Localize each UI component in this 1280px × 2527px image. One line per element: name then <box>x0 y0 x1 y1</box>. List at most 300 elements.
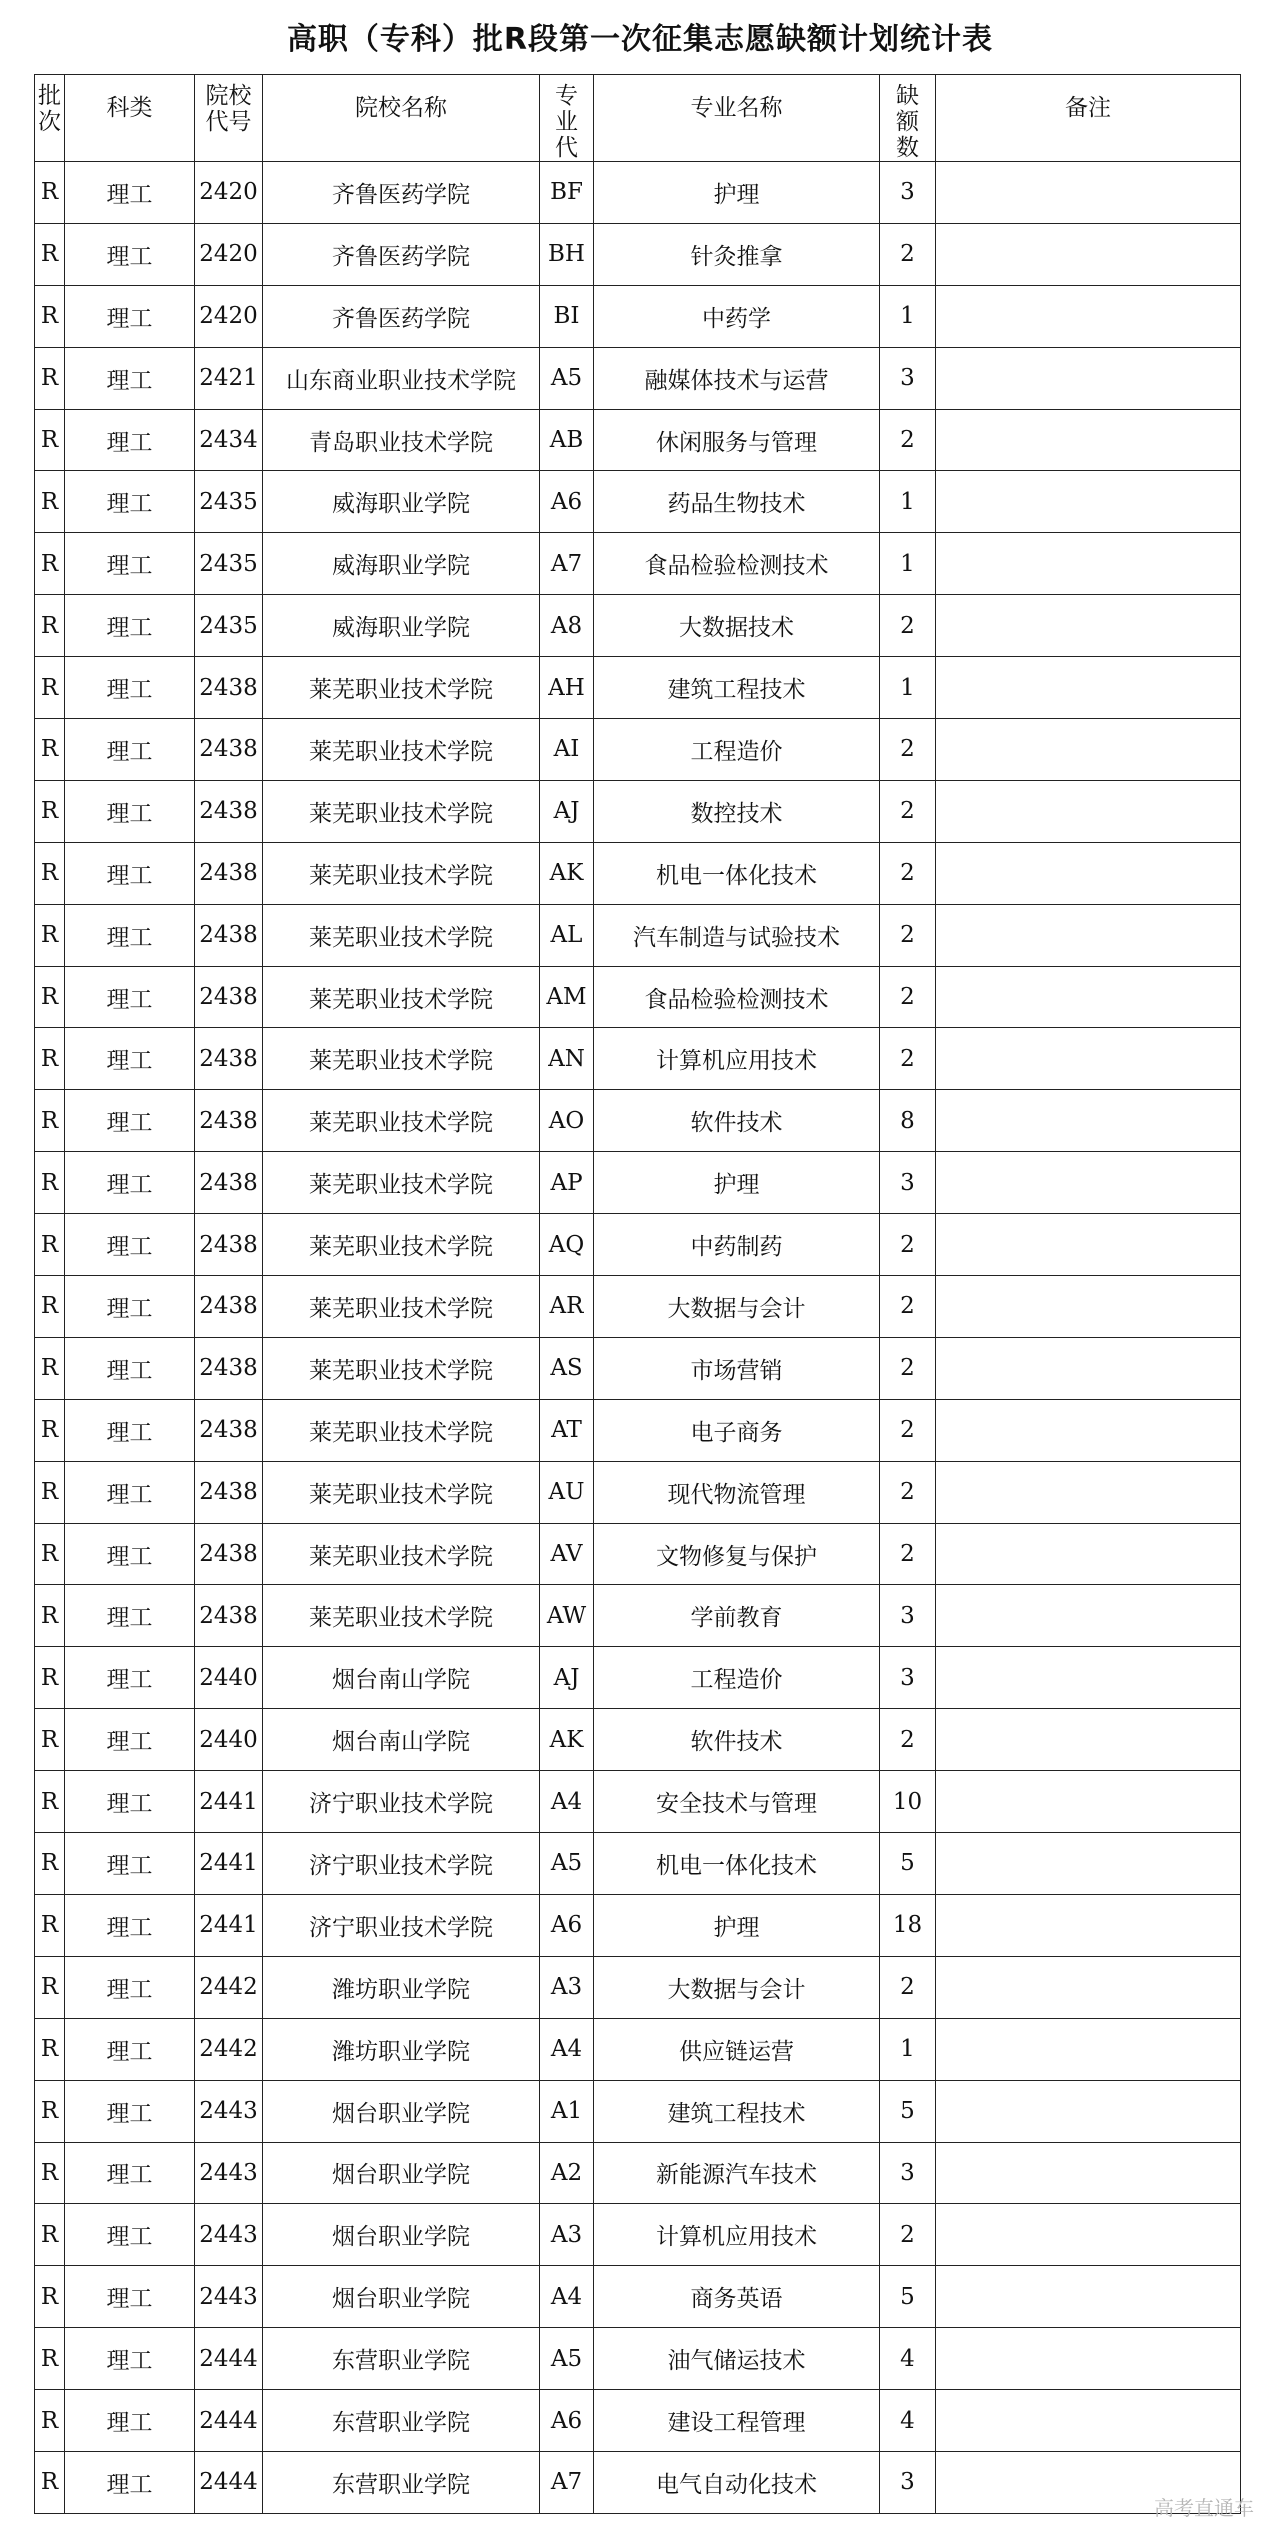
cell-note <box>936 409 1241 471</box>
cell-batch: R <box>35 1214 65 1276</box>
cell-school-code: 2443 <box>195 2080 263 2142</box>
cell-vacancy: 2 <box>880 842 936 904</box>
cell-batch: R <box>35 2080 65 2142</box>
cell-school-name: 济宁职业技术学院 <box>263 1894 540 1956</box>
cell-major-code: A6 <box>540 471 594 533</box>
cell-school-code: 2443 <box>195 2204 263 2266</box>
cell-category: 理工 <box>65 2142 195 2204</box>
cell-school-name: 莱芜职业技术学院 <box>263 1214 540 1276</box>
cell-major-name: 软件技术 <box>594 1090 880 1152</box>
table-row <box>35 1090 1241 1152</box>
cell-major-name: 软件技术 <box>594 1709 880 1771</box>
cell-vacancy: 2 <box>880 1709 936 1771</box>
cell-school-code: 2443 <box>195 2266 263 2328</box>
cell-major-code: AV <box>540 1523 594 1585</box>
cell-note <box>936 1399 1241 1461</box>
cell-note <box>936 966 1241 1028</box>
cell-major-name: 食品检验检测技术 <box>594 966 880 1028</box>
cell-batch: R <box>35 1090 65 1152</box>
cell-note <box>936 1028 1241 1090</box>
cell-school-name: 莱芜职业技术学院 <box>263 966 540 1028</box>
table-row <box>35 285 1241 347</box>
cell-category: 理工 <box>65 2018 195 2080</box>
cell-major-code: A7 <box>540 533 594 595</box>
cell-school-code: 2438 <box>195 904 263 966</box>
cell-major-code: A1 <box>540 2080 594 2142</box>
cell-batch: R <box>35 162 65 224</box>
cell-major-name: 护理 <box>594 1152 880 1214</box>
cell-note <box>936 1585 1241 1647</box>
cell-vacancy: 5 <box>880 2080 936 2142</box>
table-header-row <box>35 75 1241 162</box>
cell-school-name: 东营职业学院 <box>263 2451 540 2513</box>
cell-school-code: 2438 <box>195 1214 263 1276</box>
cell-vacancy: 10 <box>880 1771 936 1833</box>
cell-category: 理工 <box>65 1461 195 1523</box>
cell-note <box>936 2266 1241 2328</box>
cell-category: 理工 <box>65 1709 195 1771</box>
cell-note <box>936 1337 1241 1399</box>
cell-major-name: 文物修复与保护 <box>594 1523 880 1585</box>
cell-major-name: 数控技术 <box>594 780 880 842</box>
table-row <box>35 2451 1241 2513</box>
table-row <box>35 1894 1241 1956</box>
cell-batch: R <box>35 1585 65 1647</box>
cell-school-name: 烟台职业学院 <box>263 2080 540 2142</box>
cell-major-name: 中药制药 <box>594 1214 880 1276</box>
table-row <box>35 1337 1241 1399</box>
cell-vacancy: 4 <box>880 2328 936 2390</box>
cell-school-code: 2438 <box>195 1523 263 1585</box>
table-row <box>35 1585 1241 1647</box>
column-header-school-code: 院校代号 <box>195 75 263 162</box>
cell-vacancy: 2 <box>880 966 936 1028</box>
cell-vacancy: 2 <box>880 1337 936 1399</box>
cell-school-code: 2420 <box>195 285 263 347</box>
cell-major-code: AO <box>540 1090 594 1152</box>
table-row <box>35 2080 1241 2142</box>
column-header-major-code: 专业代 <box>540 75 594 162</box>
table-row <box>35 657 1241 719</box>
cell-note <box>936 595 1241 657</box>
cell-category: 理工 <box>65 1090 195 1152</box>
cell-vacancy: 5 <box>880 1833 936 1895</box>
table-row <box>35 1833 1241 1895</box>
cell-category: 理工 <box>65 1214 195 1276</box>
cell-major-code: BI <box>540 285 594 347</box>
cell-major-name: 大数据技术 <box>594 595 880 657</box>
cell-vacancy: 4 <box>880 2390 936 2452</box>
cell-major-code: AJ <box>540 780 594 842</box>
cell-major-code: A8 <box>540 595 594 657</box>
cell-major-name: 建筑工程技术 <box>594 2080 880 2142</box>
cell-category: 理工 <box>65 2204 195 2266</box>
cell-major-code: A7 <box>540 2451 594 2513</box>
cell-school-code: 2444 <box>195 2328 263 2390</box>
cell-batch: R <box>35 1028 65 1090</box>
cell-school-name: 齐鲁医药学院 <box>263 162 540 224</box>
cell-vacancy: 3 <box>880 347 936 409</box>
cell-category: 理工 <box>65 780 195 842</box>
cell-school-name: 威海职业学院 <box>263 471 540 533</box>
cell-school-name: 莱芜职业技术学院 <box>263 1461 540 1523</box>
table-row <box>35 347 1241 409</box>
cell-category: 理工 <box>65 1399 195 1461</box>
cell-note <box>936 1276 1241 1338</box>
table-row <box>35 1276 1241 1338</box>
cell-school-code: 2438 <box>195 1461 263 1523</box>
cell-vacancy: 3 <box>880 1647 936 1709</box>
cell-vacancy: 1 <box>880 533 936 595</box>
cell-school-code: 2420 <box>195 223 263 285</box>
cell-major-name: 建筑工程技术 <box>594 657 880 719</box>
cell-category: 理工 <box>65 1771 195 1833</box>
cell-vacancy: 3 <box>880 1585 936 1647</box>
cell-school-name: 莱芜职业技术学院 <box>263 1523 540 1585</box>
table-row <box>35 2266 1241 2328</box>
cell-major-code: A5 <box>540 347 594 409</box>
cell-note <box>936 1461 1241 1523</box>
cell-vacancy: 3 <box>880 2142 936 2204</box>
cell-note <box>936 842 1241 904</box>
table-row <box>35 595 1241 657</box>
table-body <box>35 162 1241 2514</box>
cell-note <box>936 223 1241 285</box>
column-header-batch: 批次 <box>35 75 65 162</box>
cell-major-name: 现代物流管理 <box>594 1461 880 1523</box>
cell-major-code: AM <box>540 966 594 1028</box>
cell-school-code: 2444 <box>195 2390 263 2452</box>
cell-vacancy: 1 <box>880 471 936 533</box>
cell-school-code: 2438 <box>195 1028 263 1090</box>
cell-vacancy: 2 <box>880 1523 936 1585</box>
table-row <box>35 780 1241 842</box>
cell-school-name: 莱芜职业技术学院 <box>263 842 540 904</box>
cell-note <box>936 162 1241 224</box>
cell-batch: R <box>35 780 65 842</box>
table-row <box>35 1399 1241 1461</box>
cell-category: 理工 <box>65 533 195 595</box>
table-row <box>35 162 1241 224</box>
cell-note <box>936 2018 1241 2080</box>
cell-school-code: 2438 <box>195 719 263 781</box>
cell-category: 理工 <box>65 223 195 285</box>
cell-school-code: 2434 <box>195 409 263 471</box>
cell-major-name: 融媒体技术与运营 <box>594 347 880 409</box>
cell-note <box>936 1152 1241 1214</box>
cell-vacancy: 2 <box>880 904 936 966</box>
cell-note <box>936 2204 1241 2266</box>
cell-vacancy: 2 <box>880 780 936 842</box>
cell-category: 理工 <box>65 842 195 904</box>
table-row <box>35 842 1241 904</box>
cell-school-name: 威海职业学院 <box>263 595 540 657</box>
cell-school-name: 济宁职业技术学院 <box>263 1833 540 1895</box>
cell-major-name: 药品生物技术 <box>594 471 880 533</box>
cell-batch: R <box>35 2018 65 2080</box>
cell-vacancy: 1 <box>880 657 936 719</box>
cell-category: 理工 <box>65 657 195 719</box>
cell-batch: R <box>35 2390 65 2452</box>
cell-batch: R <box>35 347 65 409</box>
cell-school-name: 莱芜职业技术学院 <box>263 719 540 781</box>
cell-major-code: AJ <box>540 1647 594 1709</box>
cell-school-code: 2420 <box>195 162 263 224</box>
cell-batch: R <box>35 1771 65 1833</box>
cell-major-name: 电子商务 <box>594 1399 880 1461</box>
cell-batch: R <box>35 1337 65 1399</box>
cell-school-name: 潍坊职业学院 <box>263 2018 540 2080</box>
cell-major-code: AP <box>540 1152 594 1214</box>
cell-vacancy: 1 <box>880 2018 936 2080</box>
cell-school-code: 2438 <box>195 842 263 904</box>
vacancy-plan-table <box>34 74 1241 2514</box>
page-title: 高职（专科）批R段第一次征集志愿缺额计划统计表 <box>286 22 994 57</box>
column-header-category: 科类 <box>65 75 195 162</box>
cell-note <box>936 2142 1241 2204</box>
cell-note <box>936 285 1241 347</box>
cell-school-code: 2443 <box>195 2142 263 2204</box>
table-row <box>35 1709 1241 1771</box>
cell-major-code: AR <box>540 1276 594 1338</box>
table-row <box>35 1214 1241 1276</box>
watermark: 高考直通车 <box>1154 2496 1254 2520</box>
cell-category: 理工 <box>65 1647 195 1709</box>
cell-school-code: 2442 <box>195 1956 263 2018</box>
cell-batch: R <box>35 1523 65 1585</box>
cell-batch: R <box>35 1461 65 1523</box>
cell-major-name: 工程造价 <box>594 1647 880 1709</box>
cell-major-code: BH <box>540 223 594 285</box>
cell-vacancy: 1 <box>880 285 936 347</box>
cell-note <box>936 533 1241 595</box>
cell-school-name: 莱芜职业技术学院 <box>263 1276 540 1338</box>
cell-major-name: 安全技术与管理 <box>594 1771 880 1833</box>
cell-major-name: 油气储运技术 <box>594 2328 880 2390</box>
cell-major-name: 机电一体化技术 <box>594 1833 880 1895</box>
column-header-vacancy: 缺额数 <box>880 75 936 162</box>
cell-vacancy: 3 <box>880 2451 936 2513</box>
cell-major-code: A4 <box>540 2266 594 2328</box>
table-row <box>35 2018 1241 2080</box>
cell-note <box>936 904 1241 966</box>
cell-school-code: 2441 <box>195 1894 263 1956</box>
cell-category: 理工 <box>65 2080 195 2142</box>
cell-school-code: 2442 <box>195 2018 263 2080</box>
cell-major-code: AK <box>540 1709 594 1771</box>
cell-category: 理工 <box>65 1585 195 1647</box>
table-row <box>35 966 1241 1028</box>
cell-batch: R <box>35 2328 65 2390</box>
cell-school-name: 东营职业学院 <box>263 2390 540 2452</box>
cell-note <box>936 347 1241 409</box>
cell-major-code: A3 <box>540 2204 594 2266</box>
table-row <box>35 223 1241 285</box>
cell-school-name: 东营职业学院 <box>263 2328 540 2390</box>
cell-school-name: 烟台职业学院 <box>263 2204 540 2266</box>
cell-school-name: 莱芜职业技术学院 <box>263 1028 540 1090</box>
cell-note <box>936 471 1241 533</box>
cell-major-name: 工程造价 <box>594 719 880 781</box>
table-row <box>35 471 1241 533</box>
cell-major-code: A5 <box>540 1833 594 1895</box>
cell-category: 理工 <box>65 966 195 1028</box>
cell-category: 理工 <box>65 1028 195 1090</box>
cell-major-code: A6 <box>540 1894 594 1956</box>
cell-note <box>936 719 1241 781</box>
cell-major-code: AW <box>540 1585 594 1647</box>
cell-major-name: 新能源汽车技术 <box>594 2142 880 2204</box>
cell-school-name: 威海职业学院 <box>263 533 540 595</box>
cell-major-name: 护理 <box>594 162 880 224</box>
cell-vacancy: 2 <box>880 1214 936 1276</box>
cell-school-name: 莱芜职业技术学院 <box>263 657 540 719</box>
column-header-note: 备注 <box>936 75 1241 162</box>
table-row <box>35 1647 1241 1709</box>
cell-school-code: 2438 <box>195 966 263 1028</box>
cell-school-name: 齐鲁医药学院 <box>263 223 540 285</box>
table-row <box>35 1956 1241 2018</box>
cell-major-code: A6 <box>540 2390 594 2452</box>
table-row <box>35 1461 1241 1523</box>
cell-batch: R <box>35 1956 65 2018</box>
cell-vacancy: 18 <box>880 1894 936 1956</box>
cell-vacancy: 3 <box>880 1152 936 1214</box>
table-row <box>35 2328 1241 2390</box>
cell-major-code: AI <box>540 719 594 781</box>
cell-vacancy: 2 <box>880 2204 936 2266</box>
cell-major-name: 针灸推拿 <box>594 223 880 285</box>
cell-category: 理工 <box>65 2266 195 2328</box>
cell-major-name: 大数据与会计 <box>594 1956 880 2018</box>
cell-category: 理工 <box>65 595 195 657</box>
cell-batch: R <box>35 2142 65 2204</box>
cell-school-code: 2444 <box>195 2451 263 2513</box>
cell-school-code: 2438 <box>195 1276 263 1338</box>
cell-major-code: A4 <box>540 1771 594 1833</box>
cell-major-name: 大数据与会计 <box>594 1276 880 1338</box>
cell-category: 理工 <box>65 2390 195 2452</box>
cell-note <box>936 2328 1241 2390</box>
cell-vacancy: 5 <box>880 2266 936 2328</box>
cell-school-code: 2421 <box>195 347 263 409</box>
cell-major-name: 中药学 <box>594 285 880 347</box>
table-row <box>35 2204 1241 2266</box>
cell-major-code: AN <box>540 1028 594 1090</box>
table-row <box>35 2390 1241 2452</box>
cell-major-name: 商务英语 <box>594 2266 880 2328</box>
column-header-major-name: 专业名称 <box>594 75 880 162</box>
cell-category: 理工 <box>65 1337 195 1399</box>
table-row <box>35 1028 1241 1090</box>
cell-school-code: 2438 <box>195 1337 263 1399</box>
cell-batch: R <box>35 223 65 285</box>
cell-note <box>936 1214 1241 1276</box>
cell-major-name: 供应链运营 <box>594 2018 880 2080</box>
table-row <box>35 409 1241 471</box>
cell-major-name: 机电一体化技术 <box>594 842 880 904</box>
cell-category: 理工 <box>65 1956 195 2018</box>
cell-vacancy: 2 <box>880 223 936 285</box>
cell-major-code: AS <box>540 1337 594 1399</box>
cell-batch: R <box>35 1152 65 1214</box>
cell-batch: R <box>35 409 65 471</box>
cell-school-code: 2435 <box>195 471 263 533</box>
cell-category: 理工 <box>65 1523 195 1585</box>
cell-school-code: 2438 <box>195 1585 263 1647</box>
cell-school-name: 莱芜职业技术学院 <box>263 904 540 966</box>
cell-school-name: 莱芜职业技术学院 <box>263 1152 540 1214</box>
cell-note <box>936 1833 1241 1895</box>
cell-major-code: AU <box>540 1461 594 1523</box>
cell-major-name: 计算机应用技术 <box>594 2204 880 2266</box>
cell-major-name: 电气自动化技术 <box>594 2451 880 2513</box>
cell-vacancy: 2 <box>880 1956 936 2018</box>
cell-note <box>936 1771 1241 1833</box>
cell-school-name: 烟台南山学院 <box>263 1709 540 1771</box>
cell-school-name: 山东商业职业技术学院 <box>263 347 540 409</box>
cell-vacancy: 2 <box>880 409 936 471</box>
table-row <box>35 2142 1241 2204</box>
cell-major-code: AK <box>540 842 594 904</box>
cell-batch: R <box>35 966 65 1028</box>
cell-note <box>936 1523 1241 1585</box>
cell-major-name: 休闲服务与管理 <box>594 409 880 471</box>
cell-school-code: 2441 <box>195 1771 263 1833</box>
cell-note <box>936 1090 1241 1152</box>
cell-category: 理工 <box>65 904 195 966</box>
cell-school-name: 齐鲁医药学院 <box>263 285 540 347</box>
cell-batch: R <box>35 533 65 595</box>
cell-note <box>936 1647 1241 1709</box>
column-header-school-name: 院校名称 <box>263 75 540 162</box>
cell-vacancy: 2 <box>880 1028 936 1090</box>
cell-major-code: AB <box>540 409 594 471</box>
cell-school-code: 2438 <box>195 1090 263 1152</box>
table-row <box>35 533 1241 595</box>
cell-school-code: 2440 <box>195 1647 263 1709</box>
cell-category: 理工 <box>65 2328 195 2390</box>
cell-school-name: 济宁职业技术学院 <box>263 1771 540 1833</box>
cell-category: 理工 <box>65 2451 195 2513</box>
cell-category: 理工 <box>65 1833 195 1895</box>
cell-batch: R <box>35 1647 65 1709</box>
cell-note <box>936 1956 1241 2018</box>
cell-school-name: 莱芜职业技术学院 <box>263 1399 540 1461</box>
cell-vacancy: 2 <box>880 1276 936 1338</box>
cell-major-code: A3 <box>540 1956 594 2018</box>
cell-school-name: 莱芜职业技术学院 <box>263 780 540 842</box>
cell-school-code: 2435 <box>195 595 263 657</box>
cell-school-code: 2441 <box>195 1833 263 1895</box>
cell-major-code: A4 <box>540 2018 594 2080</box>
table-row <box>35 904 1241 966</box>
cell-school-name: 潍坊职业学院 <box>263 1956 540 2018</box>
cell-note <box>936 1709 1241 1771</box>
table-row <box>35 1523 1241 1585</box>
cell-category: 理工 <box>65 285 195 347</box>
cell-note <box>936 1894 1241 1956</box>
cell-batch: R <box>35 2204 65 2266</box>
cell-batch: R <box>35 1833 65 1895</box>
cell-batch: R <box>35 1276 65 1338</box>
cell-vacancy: 8 <box>880 1090 936 1152</box>
cell-school-name: 烟台南山学院 <box>263 1647 540 1709</box>
cell-school-code: 2440 <box>195 1709 263 1771</box>
table-row <box>35 719 1241 781</box>
cell-category: 理工 <box>65 471 195 533</box>
cell-school-code: 2438 <box>195 780 263 842</box>
